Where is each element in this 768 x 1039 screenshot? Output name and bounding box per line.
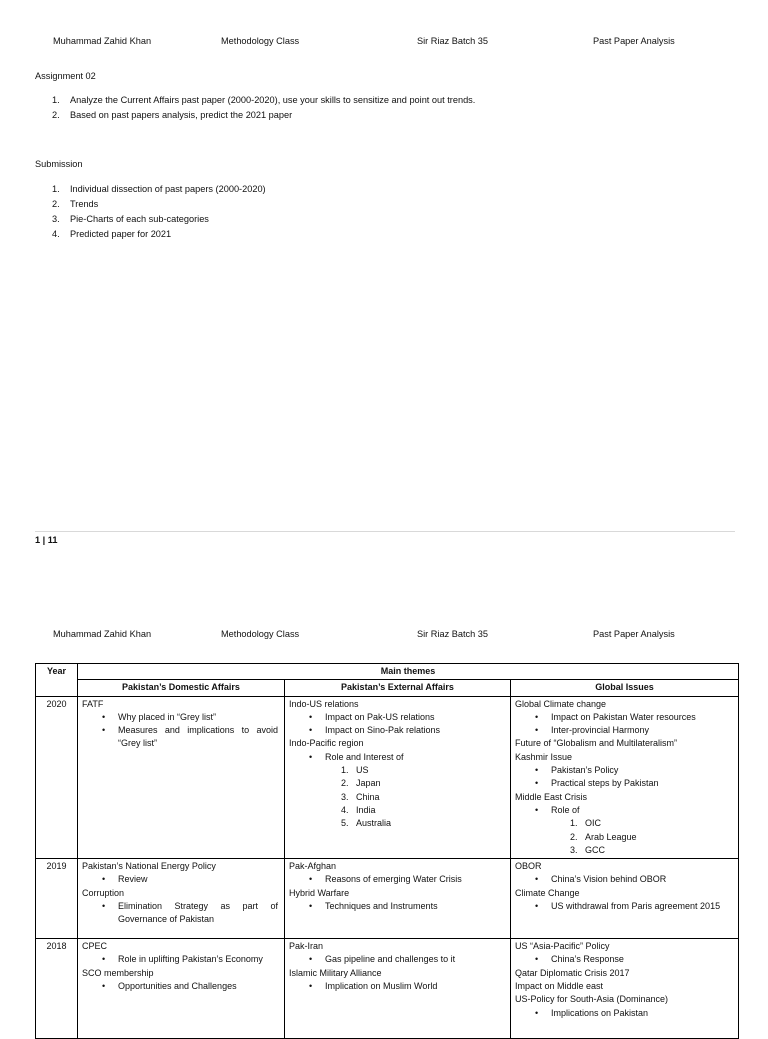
list-item: 2. Based on past papers analysis, predict the 2021 paper [52, 110, 293, 120]
year-header: Year [36, 664, 78, 697]
table-header-row [36, 664, 739, 680]
external-cell: Pak-Iran • Gas pipeline and challenges to it Islamic Military Alliance • Implication on Muslim World [285, 939, 511, 1039]
list-item: 3. Pie-Charts of each sub-categories [52, 214, 209, 224]
page-header [0, 36, 768, 50]
page-header [0, 629, 768, 643]
external-cell: Indo-US relations • Impact on Pak-US relations • Impact on Sino-Pak relations Indo-Pacific region • Role and Interest of 1. US 2. Japan 3. China 4. India 5. Australia [285, 696, 511, 859]
header-author: Muhammad Zahid Khan [53, 36, 152, 46]
global-cell: Global Climate change • Impact on Pakistan Water resources • Inter-provincial Harmony Future of “Globalism and Multilateralism” Kashmir Issue • Pakistan’s Policy • Practical steps by Pakistan Middle East Crisis • Role of 1. OIC 2. Arab League 3. GCC [511, 696, 739, 859]
assignment-list [35, 93, 475, 123]
external-cell: Pak-Afghan • Reasons of emerging Water Crisis Hybrid Warfare • Techniques and Instruments [285, 859, 511, 939]
header-class: Methodology Class [221, 36, 300, 46]
global-header: Global Issues [511, 680, 739, 696]
header-batch: Sir Riaz Batch 35 [417, 36, 488, 46]
year-cell: 2020 [36, 696, 78, 859]
footer-divider [35, 531, 735, 532]
main-themes-header: Main themes [78, 664, 739, 680]
header-class: Methodology Class [221, 629, 300, 639]
list-item: 4. Predicted paper for 2021 [52, 229, 172, 239]
year-cell: 2018 [36, 939, 78, 1039]
table-row [36, 696, 739, 859]
external-header: Pakistan’s External Affairs [285, 680, 511, 696]
table-subheader-row [36, 680, 739, 696]
header-topic: Past Paper Analysis [593, 36, 675, 46]
themes-table [35, 663, 739, 1039]
header-author: Muhammad Zahid Khan [53, 629, 152, 639]
domestic-cell: FATF • Why placed in “Grey list” • Measures and implications to avoid “Grey list” [78, 696, 285, 859]
domestic-cell: CPEC • Role in uplifting Pakistan’s Economy SCO membership • Opportunities and Challenges [78, 939, 285, 1039]
domestic-header: Pakistan’s Domestic Affairs [78, 680, 285, 696]
global-cell: OBOR • China’s Vision behind OBOR Climate Change • US withdrawal from Paris agreement 2015 [511, 859, 739, 939]
assignment-title: Assignment 02 [35, 71, 96, 81]
submission-title: Submission [35, 159, 83, 169]
list-item: 1. Individual dissection of past papers (2000-2020) [52, 184, 266, 194]
submission-list [35, 182, 266, 242]
list-item: 1. Analyze the Current Affairs past paper (2000-2020), use your skills to sensitize and point out trends. [52, 95, 476, 105]
list-item: 2. Trends [52, 199, 99, 209]
year-cell: 2019 [36, 859, 78, 939]
header-topic: Past Paper Analysis [593, 629, 675, 639]
page-number: 1 | 11 [35, 535, 58, 545]
header-batch: Sir Riaz Batch 35 [417, 629, 488, 639]
table-row [36, 859, 739, 939]
global-cell: US “Asia-Pacific” Policy • China’s Response Qatar Diplomatic Crisis 2017 Impact on Middle east US-Policy for South-Asia (Dominance) • Implications on Pakistan [511, 939, 739, 1039]
domestic-cell: Pakistan’s National Energy Policy • Review Corruption • Elimination Strategy as part of Governance of Pakistan [78, 859, 285, 939]
